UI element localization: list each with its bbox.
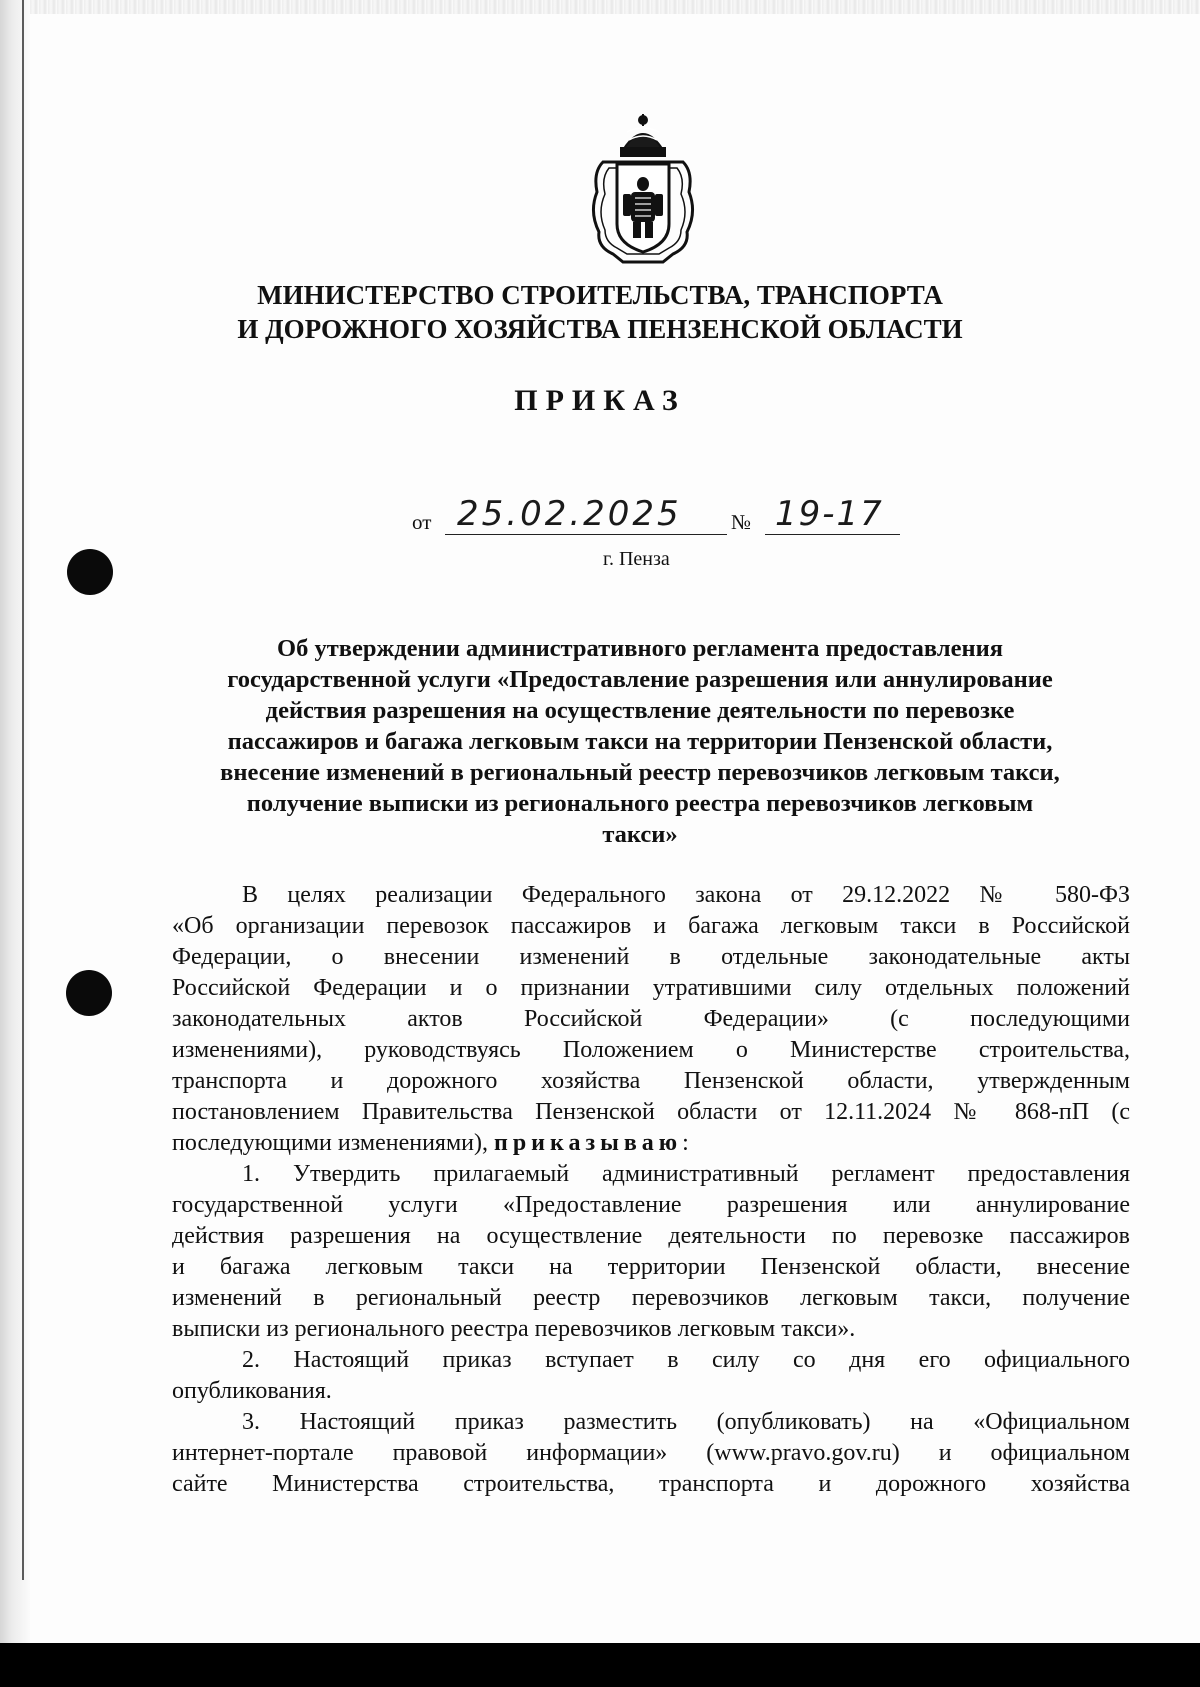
scan-bottom-bar (0, 1643, 1200, 1687)
body-line: «Об организации перевозок пассажиров и багажа легковым такси в Российской (172, 913, 1130, 939)
order-clause-prefix: последующими изменениями), (172, 1130, 494, 1156)
document-body (172, 880, 1130, 1500)
scan-edge-line (22, 0, 24, 1580)
ministry-line-1: МИНИСТЕРСТВО СТРОИТЕЛЬСТВА, ТРАНСПОРТА (257, 280, 943, 310)
order-heading: ПРИКАЗ (514, 384, 686, 417)
title-line: действия разрешения на осуществление деятельности по перевозке (265, 697, 1015, 724)
item-line: 2. Настоящий приказ вступает в силу со дня его официального (242, 1347, 1130, 1373)
title-line: Об утверждении административного регламента предоставления (277, 635, 1003, 662)
coat-of-arms-icon (583, 112, 703, 272)
number-sign-label: № (731, 510, 752, 534)
handwritten-date: 25.02.2025 (457, 494, 682, 534)
scan-edge (0, 0, 30, 1687)
item-line: изменений в региональный реестр перевозчиков легковым такси, получение (172, 1285, 1130, 1311)
ministry-line-2: И ДОРОЖНОГО ХОЗЯЙСТВА ПЕНЗЕНСКОЙ ОБЛАСТИ (237, 314, 963, 344)
item-line: опубликования. (172, 1378, 332, 1404)
date-prefix-label: от (412, 510, 432, 534)
scan-top-noise (30, 0, 1200, 14)
order-clause-suffix: : (682, 1130, 689, 1156)
body-line: постановлением Правительства Пензенской области от 12.11.2024 № 868-пП (с (172, 1099, 1130, 1125)
body-line: законодательных актов Российской Федерации» (с последующими (172, 1006, 1130, 1032)
punch-hole (66, 970, 112, 1016)
item-line: государственной услуги «Предоставление разрешения или аннулирование (172, 1192, 1130, 1218)
body-line: транспорта и дорожного хозяйства Пензенской области, утвержденным (172, 1068, 1130, 1094)
body-line: изменениями), руководствуясь Положением о Министерстве строительства, (172, 1037, 1130, 1063)
order-clause-line (172, 1128, 1130, 1159)
title-line: государственной услуги «Предоставление разрешения или аннулирование (227, 666, 1053, 693)
body-line: Российской Федерации и о признании утратившими силу отдельных положений (172, 975, 1130, 1001)
date-underline (445, 534, 727, 535)
date-number-line (405, 494, 925, 538)
body-line: В целях реализации Федерального закона от 29.12.2022 № 580-ФЗ (242, 882, 1130, 908)
body-line: Федерации, о внесении изменений в отдельные законодательные акты (172, 944, 1130, 970)
title-line: такси» (602, 821, 678, 848)
item-line: выписки из регионального реестра перевозчиков легковым такси». (172, 1316, 856, 1342)
title-line: внесение изменений в региональный реестр перевозчиков легковым такси, (220, 759, 1060, 786)
item-line: 3. Настоящий приказ разместить (опубликовать) на «Официальном (242, 1409, 1130, 1435)
item-line: 1. Утвердить прилагаемый административный регламент предоставления (242, 1161, 1130, 1187)
document-title (160, 633, 1120, 850)
punch-hole (67, 549, 113, 595)
ministry-name (150, 278, 1050, 346)
number-underline (765, 534, 900, 535)
order-clause-keyword: приказываю (493, 1130, 683, 1156)
item-line: действия разрешения на осуществление деятельности по перевозке пассажиров (172, 1223, 1130, 1249)
handwritten-number: 19-17 (775, 494, 884, 534)
title-line: получение выписки из регионального реестра перевозчиков легковым (246, 790, 1034, 817)
item-line: сайте Министерства строительства, транспорта и дорожного хозяйства (172, 1471, 1130, 1497)
item-line: интернет-портале правовой информации» (www.pravo.gov.ru) и официальном (172, 1440, 1130, 1466)
city-label: г. Пенза (603, 548, 670, 570)
item-line: и багажа легковым такси на территории Пензенской области, внесение (172, 1254, 1130, 1280)
title-line: пассажиров и багажа легковым такси на территории Пензенской области, (227, 728, 1053, 755)
